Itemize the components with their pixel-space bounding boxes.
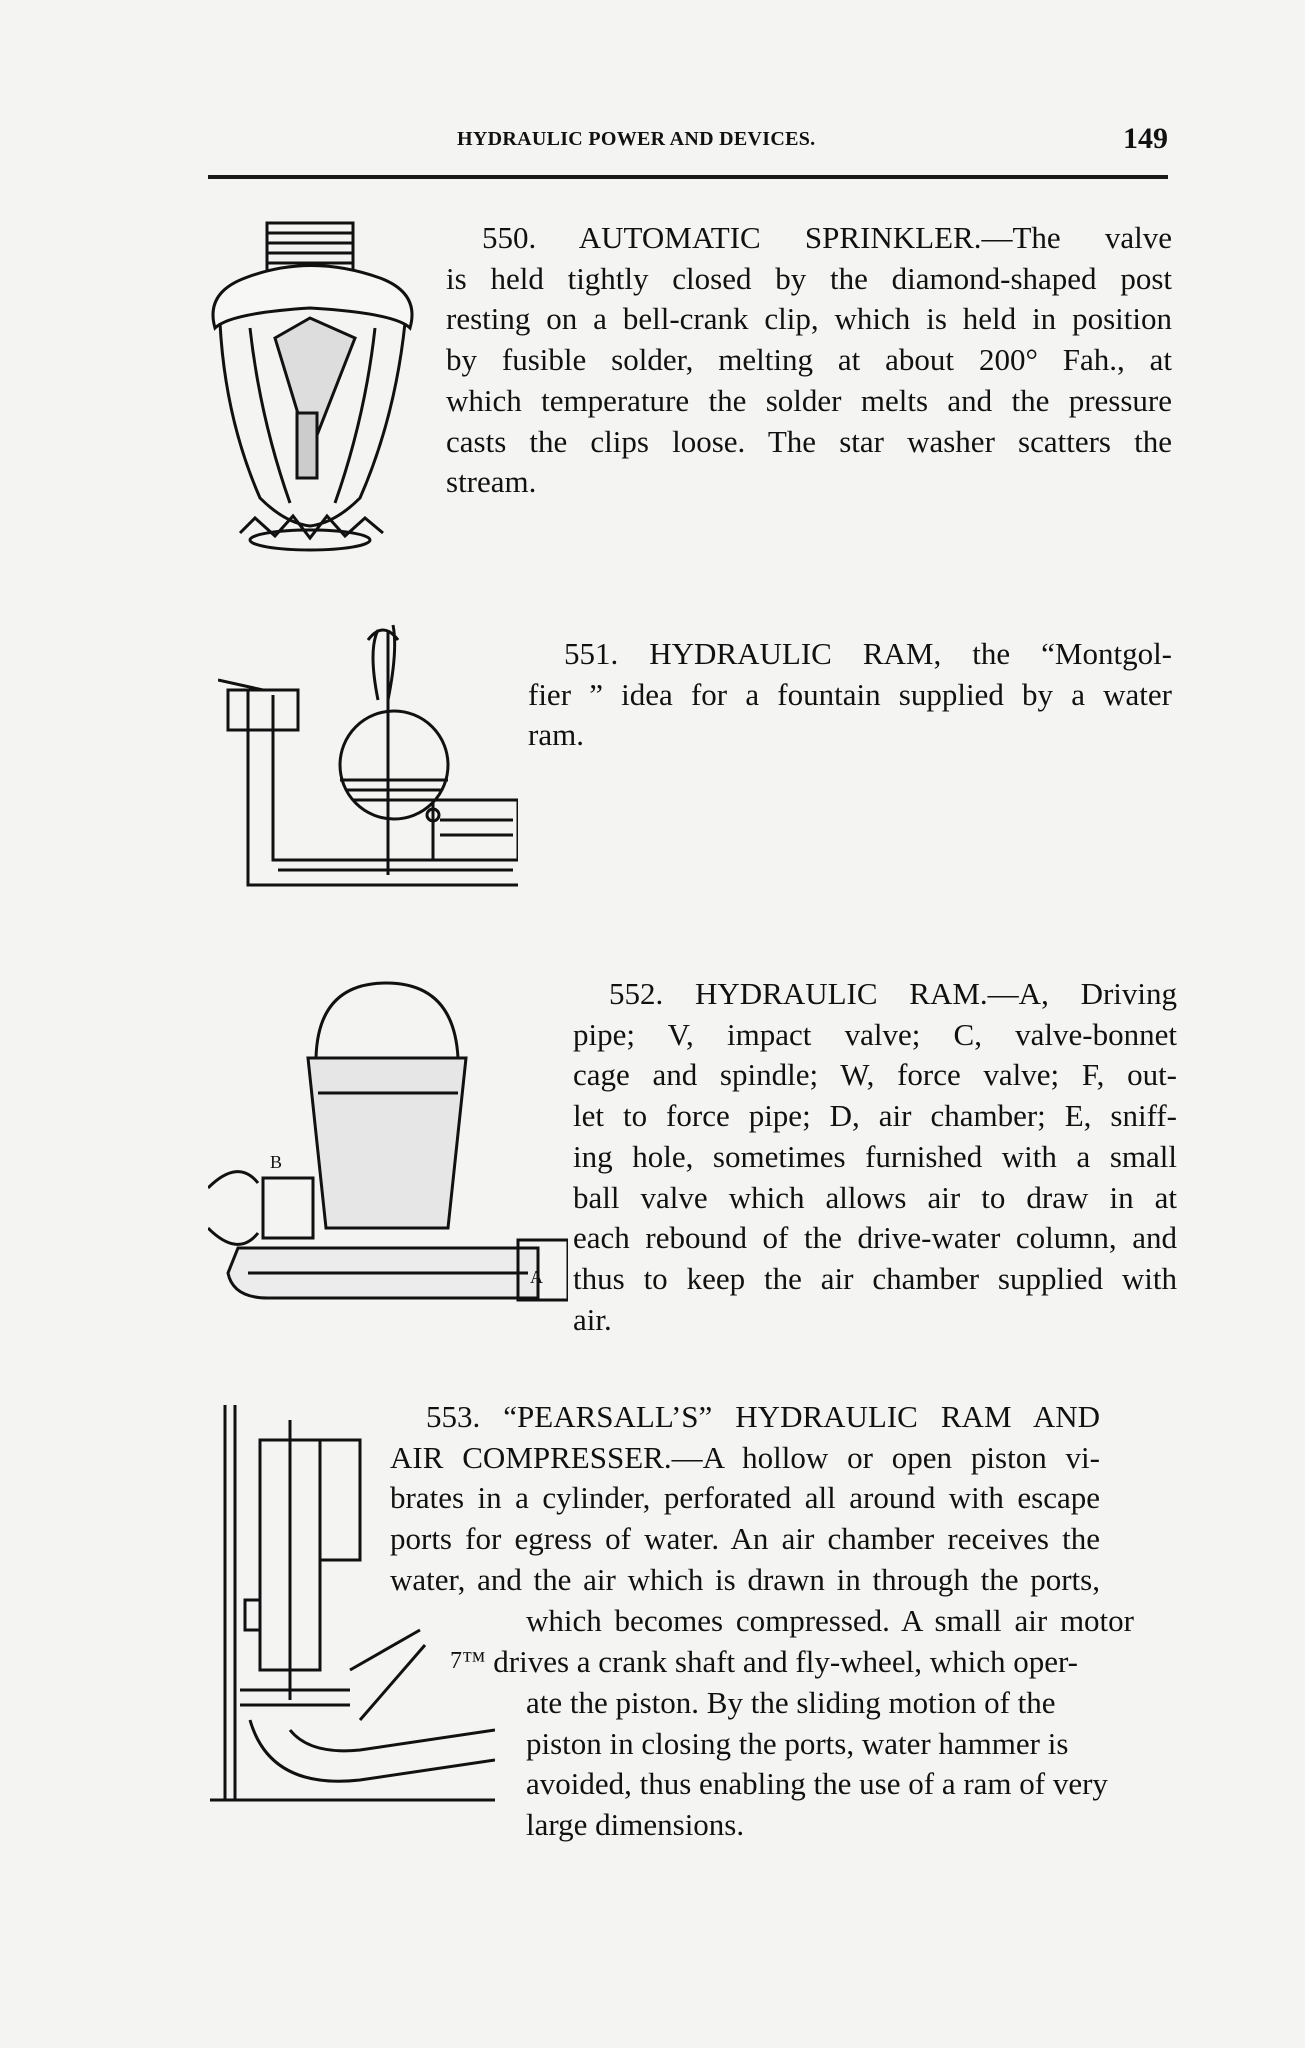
text-line: thus to keep the air chamber supplied with [573, 1260, 1177, 1296]
text-line-with-mark [390, 1641, 1134, 1683]
montgolfier-ram-figure [218, 620, 518, 915]
entry-552 [573, 974, 1177, 1340]
sprinkler-figure [205, 218, 420, 553]
text-line: resting on a bell-crank clip, which is held in position [446, 301, 1172, 337]
svg-text:A: A [530, 1267, 543, 1287]
text-line: which becomes compressed. A small air motor [526, 1602, 1134, 1638]
text-line: is held tightly closed by the diamond-shaped post [446, 260, 1172, 296]
text-line: avoided, thus enabling the use of a ram of very [526, 1766, 1108, 1802]
text-line: brates in a cylinder, perforated all around with escape [390, 1480, 1100, 1516]
text-line: ate the piston. By the sliding motion of the [526, 1684, 1056, 1720]
text-line: let to force pipe; D, air chamber; E, sniff- [573, 1098, 1177, 1134]
text-line: pipe; V, impact valve; C, valve-bonnet [573, 1016, 1177, 1052]
text-line: ball valve which allows air to draw in at [573, 1179, 1177, 1215]
text-line: 551. HYDRAULIC RAM, the “Montgol- [564, 636, 1172, 671]
text-line: 552. HYDRAULIC RAM.—A, Driving [609, 976, 1177, 1011]
text-line: stream. [446, 464, 537, 500]
text-line: piston in closing the ports, water hammer is [526, 1725, 1069, 1761]
entry-551 [528, 634, 1172, 756]
page-number: 149 [1123, 122, 1168, 155]
header-rule [208, 175, 1168, 179]
figure-mark: 7™ [450, 1648, 486, 1675]
svg-text:B: B [270, 1152, 283, 1172]
entry-550 [446, 218, 1172, 503]
text-line: 553. “PEARSALL’S” HYDRAULIC RAM AND [426, 1399, 1100, 1434]
text-line: large dimensions. [526, 1807, 745, 1843]
running-head: HYDRAULIC POWER AND DEVICES. [457, 128, 816, 150]
text-line: which temperature the solder melts and the pressure [446, 382, 1172, 418]
text-line: water, and the air which is drawn in through the ports, [390, 1561, 1100, 1597]
text-line: drives a crank shaft and fly-wheel, which oper- [493, 1644, 1078, 1680]
text-line: ing hole, sometimes furnished with a small [573, 1138, 1177, 1174]
text-line: fier ” idea for a fountain supplied by a water [528, 676, 1172, 712]
entry-553 [390, 1397, 1134, 1846]
text-line: AIR COMPRESSER.—A hollow or open piston vi- [390, 1439, 1100, 1475]
text-line: 550. AUTOMATIC SPRINKLER.—The valve [482, 220, 1172, 255]
text-line: by fusible solder, melting at about 200° Fah., at [446, 342, 1172, 378]
text-line: ram. [528, 717, 584, 753]
text-line: cage and spindle; W, force valve; F, out- [573, 1057, 1177, 1093]
text-line: ports for egress of water. An air chamber receives the [390, 1521, 1100, 1557]
hydraulic-ram-figure [208, 978, 568, 1333]
text-line: each rebound of the drive-water column, and [573, 1220, 1177, 1256]
text-line: casts the clips loose. The star washer scatters the [446, 423, 1172, 459]
text-line: air. [573, 1301, 612, 1337]
